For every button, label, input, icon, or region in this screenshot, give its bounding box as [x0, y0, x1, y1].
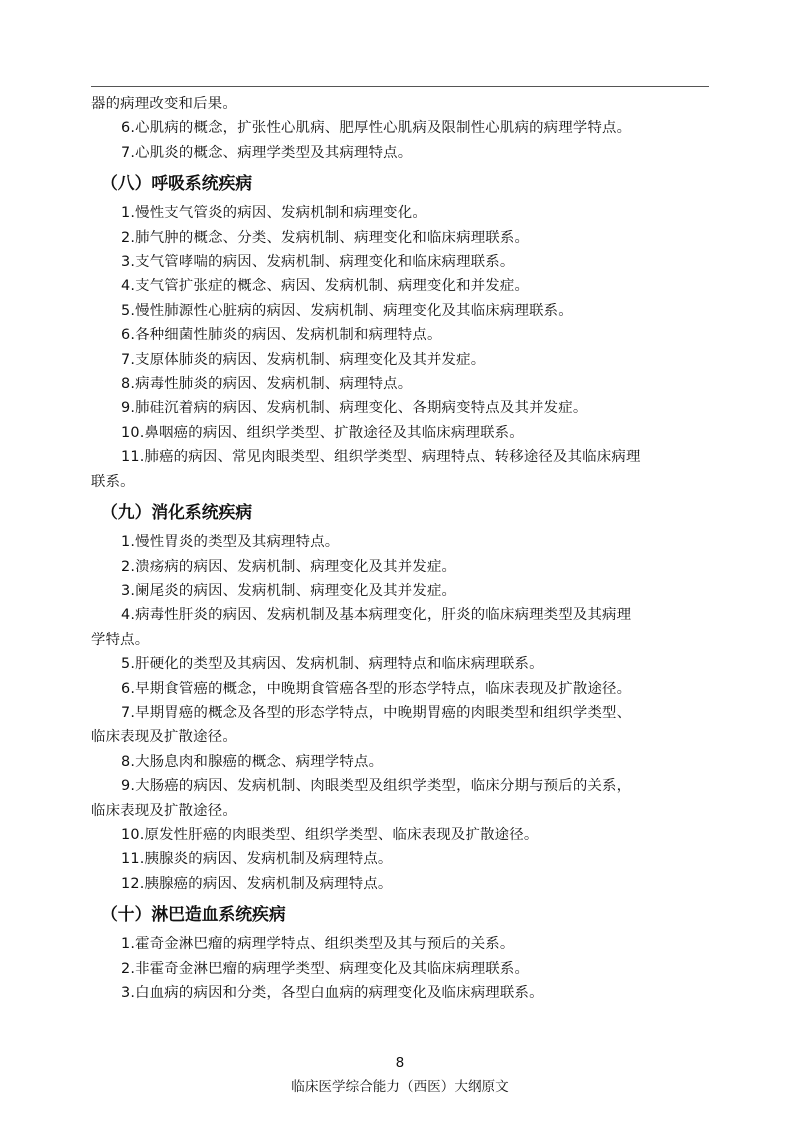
list-item [91, 226, 709, 250]
list-item-text: 4.病毒性肝炎的病因、发病机制及基本病理变化，肝炎的临床病理类型及其病理 [121, 607, 632, 624]
list-item-text: 4.支气管扩张症的概念、病因、发病机制、病理变化和并发症。 [121, 278, 530, 295]
list-item-text: 9.大肠癌的病因、发病机制、肉眼类型及组织学类型，临床分期与预后的关系， [121, 778, 632, 795]
list-item [91, 872, 709, 896]
list-item-text: 10.鼻咽癌的病因、组织学类型、扩散途径及其临床病理联系。 [121, 424, 524, 441]
pre-items [91, 116, 709, 165]
list-item-text: 3.支气管哮喘的病因、发病机制、病理变化和临床病理联系。 [121, 254, 515, 271]
list-item-text: 6.各种细菌性肺炎的病因、发病机制和病理特点。 [121, 327, 442, 344]
list-item-continuation: 学特点。 [91, 631, 150, 648]
list-item [91, 957, 709, 981]
list-item [91, 823, 709, 847]
list-item-text: 2.肺气肿的概念、分类、发病机制、病理变化和临床病理联系。 [121, 229, 530, 246]
list-item-text: 5.慢性肺源性心脏病的病因、发病机制、病理变化及其临床病理联系。 [121, 302, 573, 319]
list-item [91, 701, 709, 750]
section [91, 173, 709, 494]
section-heading: （八）呼吸系统疾病 [101, 173, 253, 194]
list-item [91, 274, 709, 298]
list-item-text: 1.慢性支气管炎的病因、发病机制和病理变化。 [121, 205, 427, 222]
list-item-text: 2.非霍奇金淋巴瘤的病理学类型、病理变化及其临床病理联系。 [121, 960, 530, 977]
list-item [91, 652, 709, 676]
list-item-text: 11.肺癌的病因、常见肉眼类型、组织学类型、病理特点、转移途径及其临床病理 [121, 449, 641, 466]
footer-title: 临床医学综合能力（西医）大纲原文 [291, 1079, 509, 1095]
list-item-text: 8.大肠息肉和腺癌的概念、病理学特点。 [121, 753, 384, 770]
list-item-text: 1.霍奇金淋巴瘤的病理学特点、组织类型及其与预后的关系。 [121, 936, 515, 953]
list-item-continuation: 联系。 [91, 473, 135, 490]
list-item [91, 750, 709, 774]
list-item-text: 7.早期胃癌的概念及各型的形态学特点，中晚期胃癌的肉眼类型和组织学类型、 [121, 704, 632, 721]
list-item [91, 677, 709, 701]
list-item-text: 10.原发性肝癌的肉眼类型、组织学类型、临床表现及扩散途径。 [121, 826, 539, 843]
list-item-continuation: 临床表现及扩散途径。 [91, 729, 237, 746]
section-heading: （十）淋巴造血系统疾病 [101, 904, 286, 925]
header-rule [91, 86, 709, 87]
list-item [91, 348, 709, 372]
list-item [91, 932, 709, 956]
list-item: 7.心肌炎的概念、病理学类型及其病理特点。 [121, 144, 413, 161]
section [91, 904, 709, 1005]
list-item [91, 372, 709, 396]
list-item [91, 445, 709, 494]
section-heading: （九）消化系统疾病 [101, 502, 253, 523]
list-item [91, 555, 709, 579]
list-item-text: 12.胰腺癌的病因、发病机制及病理特点。 [121, 875, 393, 892]
list-item-text: 3.白血病的病因和分类，各型白血病的病理变化及临床病理联系。 [121, 985, 544, 1001]
list-item [91, 603, 709, 652]
section [91, 502, 709, 896]
list-item [91, 421, 709, 445]
list-item-text: 7.支原体肺炎的病因、发病机制、病理变化及其并发症。 [121, 351, 486, 368]
list-item-text: 1.慢性胃炎的类型及其病理特点。 [121, 534, 340, 551]
page-number: 8 [395, 1055, 405, 1071]
list-item-text: 9.肺硅沉着病的病因、发病机制、病理变化、各期病变特点及其并发症。 [121, 400, 588, 417]
list-item-text: 6.早期食管癌的概念，中晚期食管癌各型的形态学特点，临床表现及扩散途径。 [121, 680, 632, 697]
list-item [91, 579, 709, 603]
document-body [91, 92, 709, 1005]
list-item [91, 774, 709, 823]
list-item-text: 11.胰腺炎的病因、发病机制及病理特点。 [121, 851, 393, 868]
list-item-text: 8.病毒性肺炎的病因、发病机制、病理特点。 [121, 376, 413, 393]
list-item [91, 396, 709, 420]
list-item [91, 201, 709, 225]
list-item [91, 323, 709, 347]
list-item [91, 299, 709, 323]
list-item: 6.心肌病的概念，扩张性心肌病、肥厚性心肌病及限制性心肌病的病理学特点。 [121, 120, 632, 137]
list-item [91, 847, 709, 871]
sections [91, 173, 709, 1005]
list-item-text: 3.阑尾炎的病因、发病机制、病理变化及其并发症。 [121, 582, 457, 599]
list-item [91, 250, 709, 274]
list-item-text: 5.肝硬化的类型及其病因、发病机制、病理特点和临床病理联系。 [121, 656, 544, 673]
continuation-line: 器的病理改变和后果。 [91, 96, 237, 112]
list-item-continuation: 临床表现及扩散途径。 [91, 802, 237, 819]
list-item [91, 981, 709, 1005]
list-item [91, 530, 709, 554]
list-item-text: 2.溃疡病的病因、发病机制、病理变化及其并发症。 [121, 558, 457, 575]
